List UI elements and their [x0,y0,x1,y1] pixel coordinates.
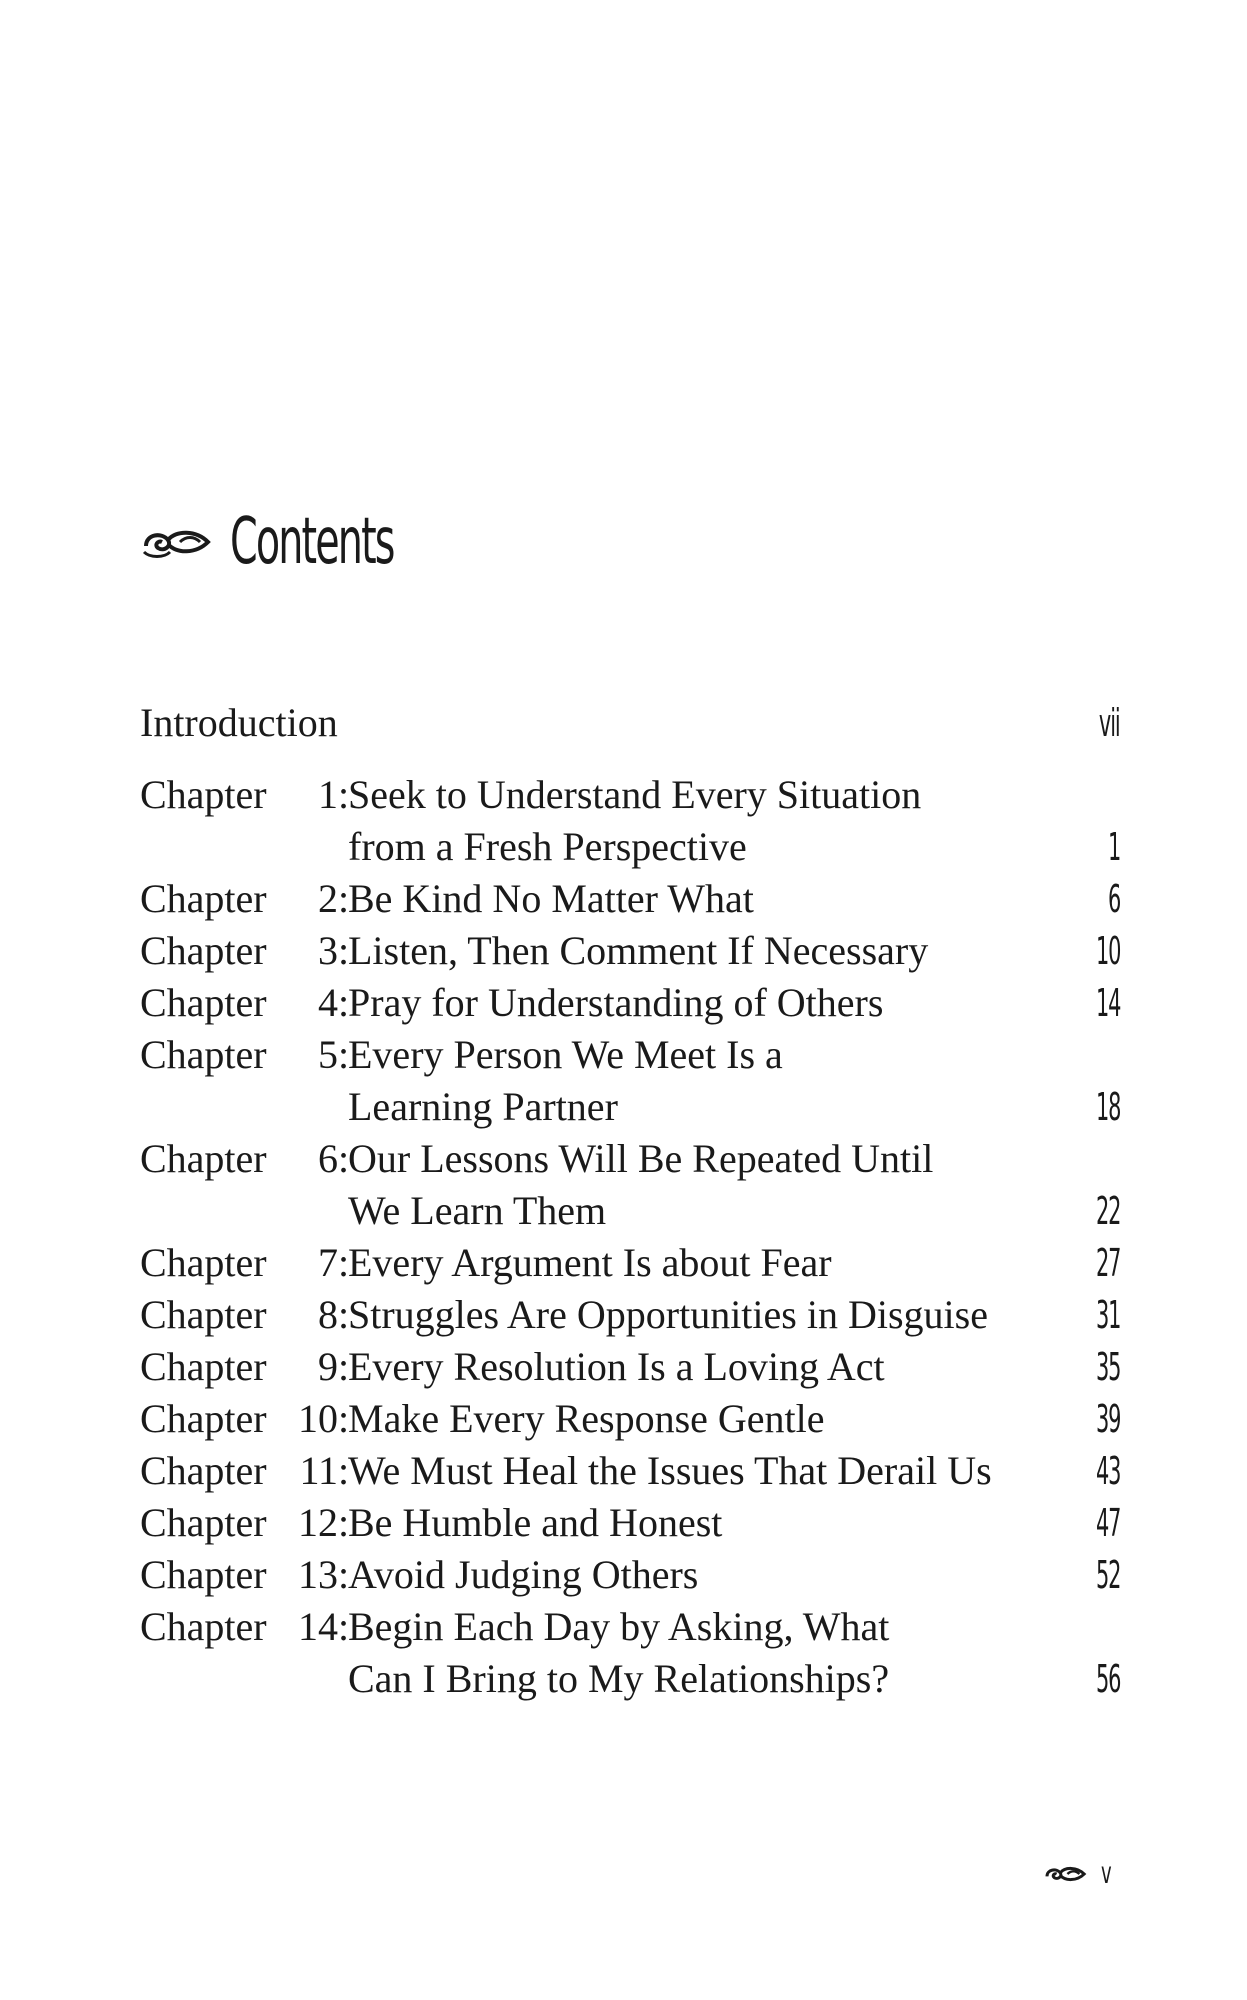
chapter-number: 6 [318,1136,338,1181]
toc-entry-title: Can I Bring to My Relationships? [348,1656,890,1701]
toc-page-number: 31 [1095,1293,1120,1337]
toc-entry-title: Seek to Understand Every Situation [348,772,922,817]
toc-page-number: 52 [1095,1553,1120,1597]
toc-entry-title: Every Person We Meet Is a [348,1032,783,1077]
toc-entry-chapter-12[interactable] [140,1497,1120,1549]
page-title: Contents [230,505,394,579]
toc-entry-chapter-13[interactable] [140,1549,1120,1601]
chapter-label: Chapter [140,928,267,973]
chapter-label: Chapter [140,980,267,1025]
toc-entry-line [140,1237,1120,1289]
toc-entry-title: Every Argument Is about Fear [348,1240,832,1285]
page-number: v [1101,1856,1112,1891]
chapter-separator: : [338,1136,350,1181]
toc-entry-title: Our Lessons Will Be Repeated Until [348,1136,934,1181]
toc-entry-chapter-3[interactable] [140,925,1120,977]
toc-page-number: 56 [1095,1657,1120,1701]
toc-entry-line [140,769,1120,821]
toc-entry-title: Every Resolution Is a Loving Act [348,1344,885,1389]
toc-entry-chapter-10[interactable] [140,1393,1120,1445]
chapter-label: Chapter [140,1396,267,1441]
chapter-label: Chapter [140,1136,267,1181]
chapter-separator: : [338,1604,350,1649]
toc-entry-chapter-2[interactable] [140,873,1120,925]
toc-entry-chapter-6[interactable] [140,1133,1120,1237]
toc-page-number: vii [1099,701,1120,745]
toc-entry-line [140,1029,1120,1081]
chapter-separator: : [338,772,350,817]
toc-entry-title: from a Fresh Perspective [348,824,747,869]
toc-page-number: 14 [1095,981,1120,1025]
chapter-number: 5 [318,1032,338,1077]
toc-entry-chapter-9[interactable] [140,1341,1120,1393]
chapter-separator: : [338,1448,350,1493]
chapter-number: 7 [318,1240,338,1285]
chapter-label: Chapter [140,1292,267,1337]
toc-entry-title: Be Kind No Matter What [348,876,754,921]
toc-entry-title: Introduction [140,700,338,745]
swirl-ornament-icon [140,522,212,562]
chapter-separator: : [338,1396,350,1441]
chapter-list [140,769,1120,1705]
toc-entry-line [140,1653,1120,1705]
toc-page-number: 1 [1107,825,1120,869]
toc-entry-line [140,1393,1120,1445]
chapter-separator: : [338,1032,350,1077]
chapter-label: Chapter [140,876,267,921]
toc-page-number: 47 [1095,1501,1120,1545]
toc-entry-line [140,1497,1120,1549]
toc-entry-chapter-8[interactable] [140,1289,1120,1341]
toc-page-number: 10 [1095,929,1120,973]
chapter-number: 3 [318,928,338,973]
toc-entry-line [140,977,1120,1029]
toc-entry-title: Avoid Judging Others [348,1552,699,1597]
chapter-label: Chapter [140,1500,267,1545]
toc-entry-line [140,1133,1120,1185]
chapter-label: Chapter [140,772,267,817]
chapter-separator: : [338,876,350,921]
chapter-label: Chapter [140,1448,267,1493]
chapter-number: 11 [299,1448,338,1493]
toc-entry-line [140,925,1120,977]
chapter-number: 14 [298,1604,338,1649]
toc-entry-title: We Learn Them [348,1188,607,1233]
swirl-ornament-icon [1043,1862,1087,1886]
toc-entry-line [140,1289,1120,1341]
chapter-label: Chapter [140,1604,267,1649]
toc-page-number: 6 [1107,877,1120,921]
toc-page-number: 35 [1095,1345,1120,1389]
chapter-number: 4 [318,980,338,1025]
chapter-separator: : [338,1344,350,1389]
toc-entry-chapter-4[interactable] [140,977,1120,1029]
chapter-number: 12 [298,1500,338,1545]
toc-page-number: 22 [1095,1189,1120,1233]
chapter-number: 10 [298,1396,338,1441]
toc-entry-line [140,1549,1120,1601]
toc-entry-line [140,1445,1120,1497]
toc-entry-line [140,821,1120,873]
toc-entry-title: Listen, Then Comment If Necessary [348,928,929,973]
toc-entry-chapter-14[interactable] [140,1601,1120,1705]
toc-entry-chapter-5[interactable] [140,1029,1120,1133]
chapter-label: Chapter [140,1240,267,1285]
toc-page-number: 43 [1095,1449,1120,1493]
chapter-separator: : [338,928,350,973]
toc-page-number: 39 [1095,1397,1120,1441]
toc-entry-line [140,1601,1120,1653]
chapter-number: 13 [298,1552,338,1597]
toc-entry-introduction[interactable] [140,695,1120,751]
chapter-number: 8 [318,1292,338,1337]
chapter-label: Chapter [140,1552,267,1597]
toc-entry-title: Struggles Are Opportunities in Disguise [348,1292,988,1337]
chapter-separator: : [338,1292,350,1337]
page-footer [1043,1856,1119,1891]
chapter-separator: : [338,1240,350,1285]
toc-entry-chapter-1[interactable] [140,769,1120,873]
contents-heading [140,505,494,579]
toc-entry-title: Learning Partner [348,1084,618,1129]
toc-entry-line [140,1341,1120,1393]
toc-entry-line [140,1081,1120,1133]
toc-entry-chapter-11[interactable] [140,1445,1120,1497]
chapter-label: Chapter [140,1344,267,1389]
toc-entry-title: We Must Heal the Issues That Derail Us [348,1448,992,1493]
toc-entry-chapter-7[interactable] [140,1237,1120,1289]
chapter-separator: : [338,1500,350,1545]
chapter-number: 9 [318,1344,338,1389]
chapter-separator: : [338,980,350,1025]
toc-entry-line [140,1185,1120,1237]
toc-entry-title: Make Every Response Gentle [348,1396,825,1441]
chapter-separator: : [338,1552,350,1597]
toc-entry-title: Begin Each Day by Asking, What [348,1604,890,1649]
chapter-number: 1 [318,772,338,817]
chapter-number: 2 [318,876,338,921]
toc-entry-title: Pray for Understanding of Others [348,980,884,1025]
toc-page-number: 27 [1095,1241,1120,1285]
toc-page-number: 18 [1095,1085,1120,1129]
table-of-contents [140,695,1120,1705]
toc-entry-title: Be Humble and Honest [348,1500,723,1545]
toc-entry-line [140,873,1120,925]
chapter-label: Chapter [140,1032,267,1077]
